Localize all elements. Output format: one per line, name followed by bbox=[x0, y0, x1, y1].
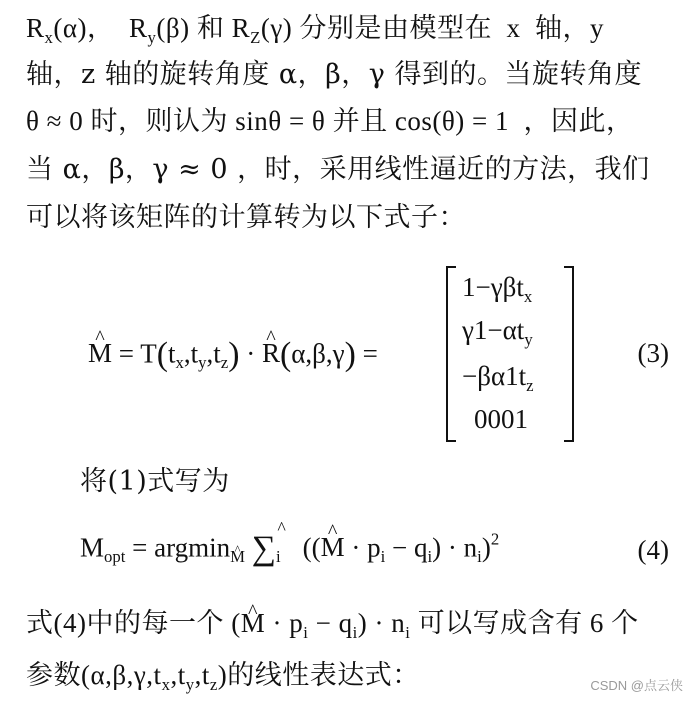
m-hat: ^ M bbox=[88, 338, 112, 369]
equation-3-number: (3) bbox=[637, 338, 669, 368]
r-hat: ^ R bbox=[262, 338, 280, 369]
para2-line2: 参数$(\alpha,\beta,\gamma,t_x,t_y,t_z)$的线性表达式： bbox=[26, 660, 420, 694]
middle-text: 将(1)式写为 bbox=[80, 466, 230, 497]
para1-line5: 可以将该矩阵的计算转为以下式子： bbox=[26, 202, 466, 233]
equation-4: $M_{opt} = argmin_M$ $\sum_i$ ^ ((^ $M \cdot p_i - q_i) \cdot n_i)^2$ bbox=[80, 530, 499, 568]
equation-3-lhs: ^ $M = T(t_x,t_y,t_z)$ · ^ R(α,β,γ) = bbox=[88, 336, 378, 374]
rotation-matrix bbox=[446, 266, 574, 442]
csdn-watermark: CSDN @点云侠 bbox=[590, 678, 683, 693]
para1-line4: 当 α，β，γ ≈ 0 ，时，采用线性逼近的方法，我们 bbox=[26, 154, 650, 185]
para1-line2: 轴，z 轴的旋转角度 α，β，γ 得到的。当旋转角度 bbox=[26, 59, 642, 90]
para2-line1: 式(4)中的每一个 (^ $M \cdot p_i - q_i) \cdot n_i$ 可以写成含有 6 个 bbox=[26, 603, 639, 643]
matrix-row-2: $\gamma 1-\alpha t_y$ bbox=[462, 315, 533, 349]
matrix-row-3: $-\beta\alpha 1t_z$ bbox=[462, 361, 534, 395]
matrix-row-4: 0001 bbox=[474, 404, 528, 434]
para1-line1: $R_x(\alpha)$， $R_y(\beta)$ 和 $R_Z(\gamma)$ 分别是由模型在 x 轴，y bbox=[26, 13, 605, 47]
para1-line3: θ ≈ 0 时，则认为 sinθ = θ 并且 cos(θ) = 1 ，因此， bbox=[26, 106, 634, 136]
matrix-row-1: 1−γβt$_x$ bbox=[462, 272, 533, 306]
equation-4-number: (4) bbox=[637, 535, 669, 565]
